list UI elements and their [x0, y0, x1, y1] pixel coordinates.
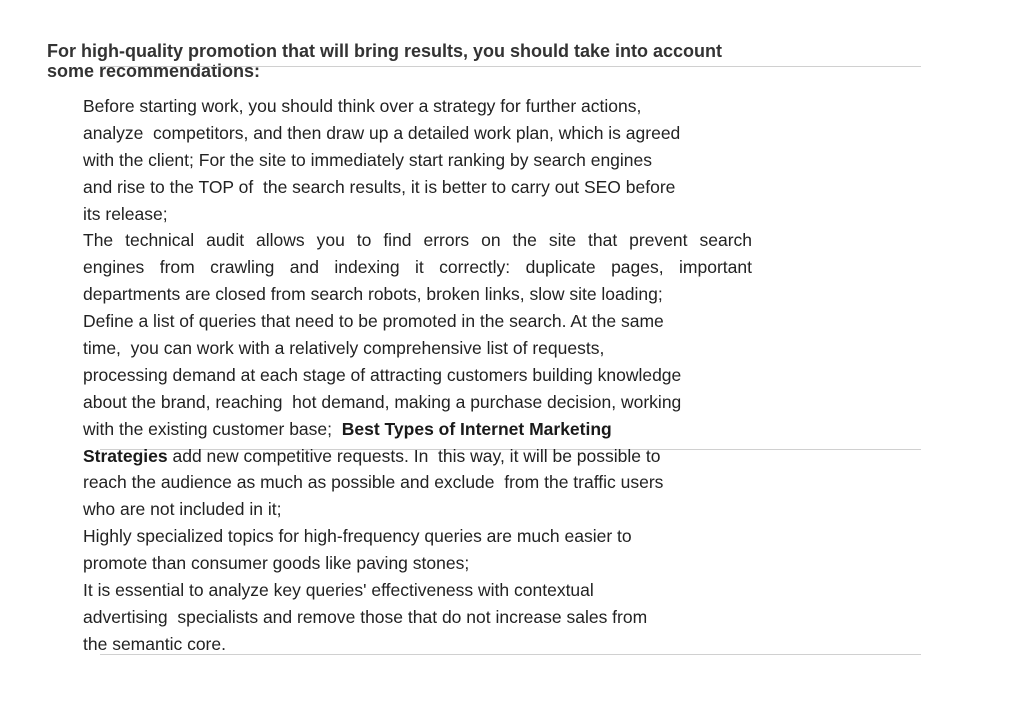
text-line: about the brand, reaching hot demand, making a purchase decision, working [83, 391, 682, 412]
text-line: advertising specialists and remove those that do not increase sales from [83, 606, 648, 627]
text-line: and rise to the TOP of the search results, it is better to carry out SEO before [83, 176, 676, 197]
text-line: Before starting work, you should think over a strategy for further actions, [83, 96, 642, 116]
text-line: its release; [83, 203, 168, 224]
text-line: processing demand at each stage of attracting customers building knowledge [83, 364, 682, 385]
text-line: promote than consumer goods like paving stones; [83, 553, 470, 574]
text-line: reach the audience as much as possible and exclude from the traffic users [83, 472, 664, 493]
text-line: engines from crawling and indexing it correctly: duplicate pages, important [83, 257, 752, 278]
text-line: the semantic core. [83, 633, 226, 654]
best-types-link-text[interactable]: Best Types of Internet Marketing [341, 418, 612, 439]
strategies-link-text[interactable]: Strategies [83, 445, 168, 466]
text-line: departments are closed from search robots, broken links, slow site loading; [83, 284, 663, 305]
text-line: Define a list of queries that need to be promoted in the search. At the same [83, 311, 664, 332]
text-line: with the client; For the site to immediately start ranking by search engines [83, 149, 653, 170]
recommendations-body [83, 93, 763, 658]
text-line: who are not included in it; [83, 499, 282, 520]
text-run: add new competitive requests. In this way, it will be possible to [167, 445, 661, 466]
text-line: It is essential to analyze key queries' effectiveness with contextual [83, 580, 594, 601]
page-heading: For high-quality promotion that will bring results, you should take into account some recommendations: [47, 41, 723, 81]
text-line: The technical audit allows you to find errors on the site that prevent search [83, 230, 752, 251]
text-run: with the existing customer base; [83, 418, 342, 439]
text-line: time, you can work with a relatively comprehensive list of requests, [83, 338, 605, 359]
text-line-mixed [83, 416, 763, 443]
text-line: Highly specialized topics for high-frequency queries are much easier to [83, 526, 632, 547]
divider-line-top [100, 66, 921, 67]
text-line: analyze competitors, and then draw up a detailed work plan, which is agreed [83, 122, 681, 143]
text-line-mixed [83, 443, 763, 470]
